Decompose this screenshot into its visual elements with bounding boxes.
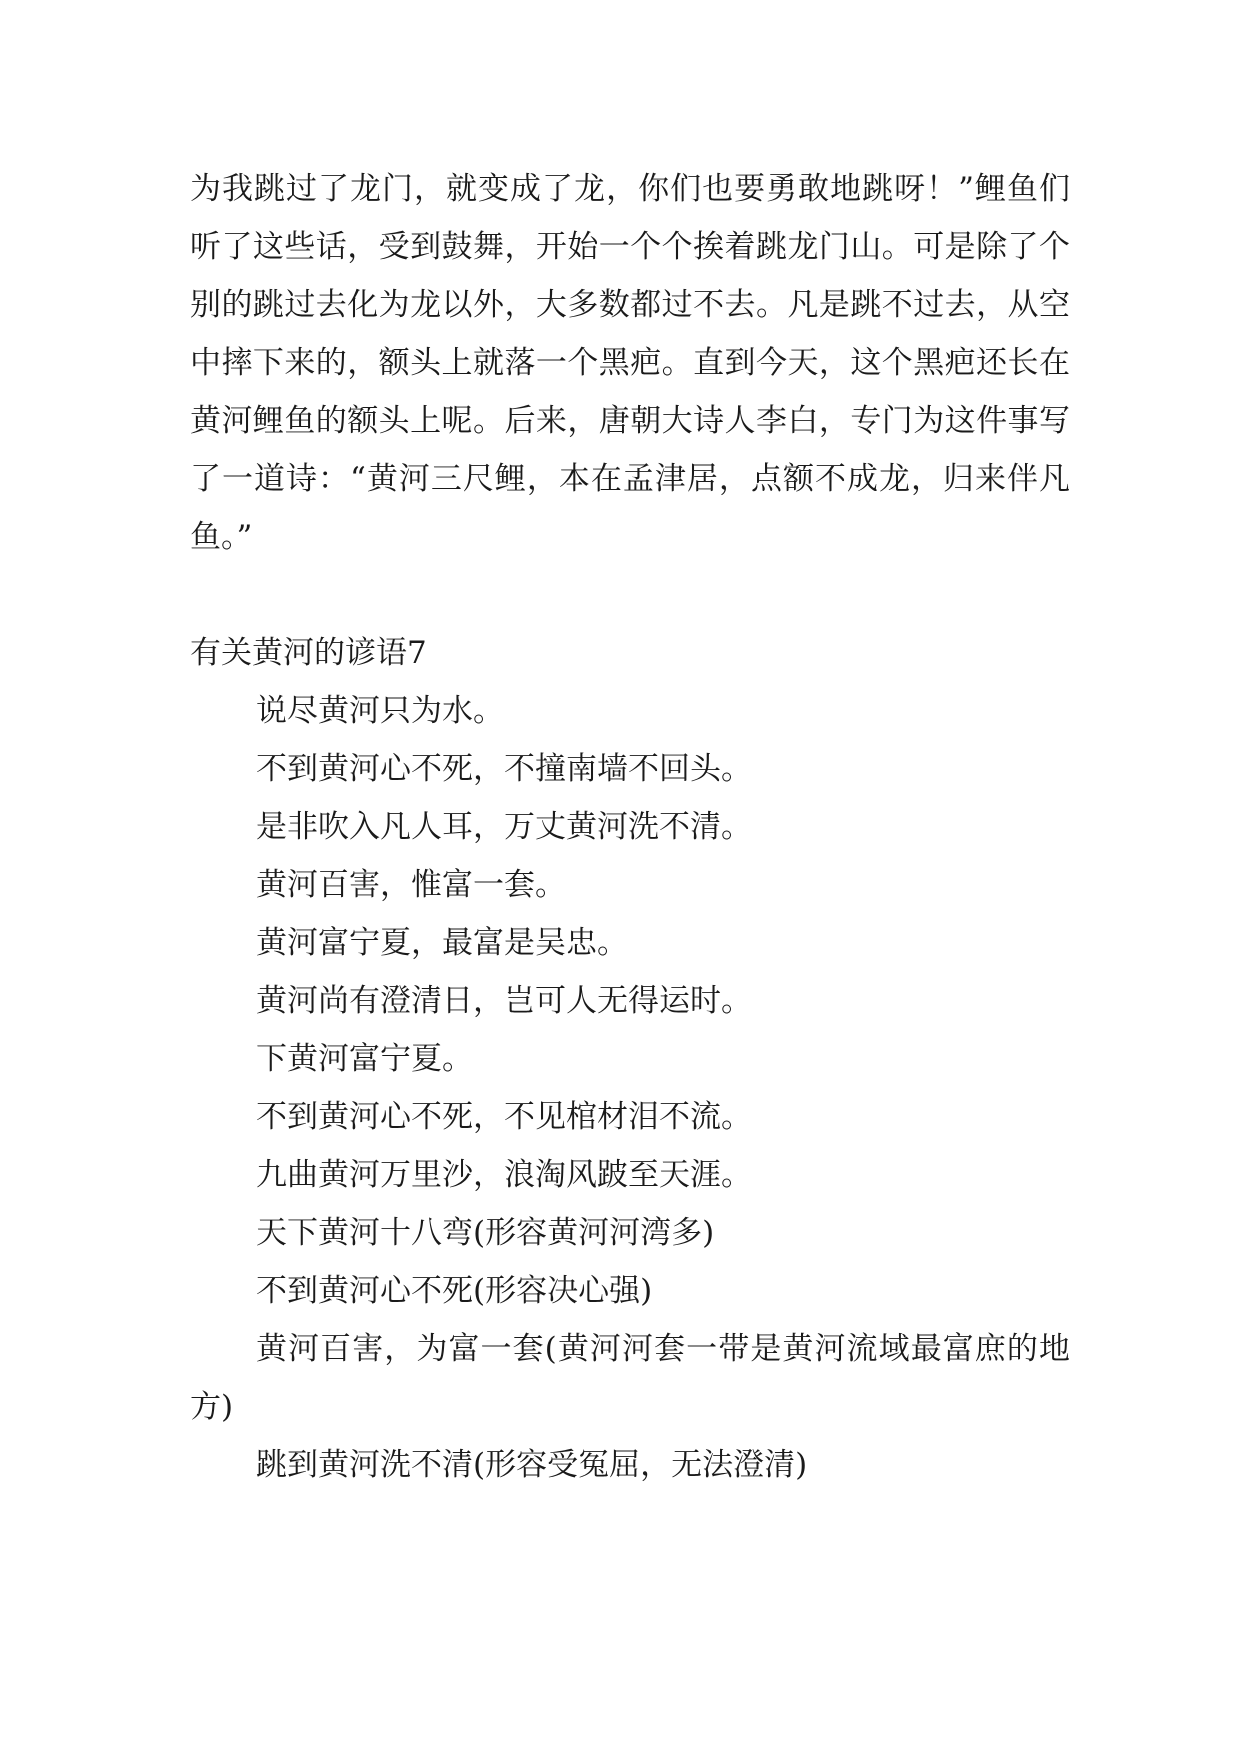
saying-2: 不到黄河心不死，不撞南墙不回头。 xyxy=(256,751,752,787)
saying-8: 不到黄河心不死，不见棺材泪不流。 xyxy=(256,1099,752,1135)
saying-12: 黄河百害，为富一套(黄河河套一带是黄河流域最富庶的地方) xyxy=(190,1331,1070,1425)
document-page xyxy=(190,160,1070,1494)
saying-11: 不到黄河心不死(形容决心强) xyxy=(256,1273,653,1309)
saying-10: 天下黄河十八弯(形容黄河河湾多) xyxy=(256,1215,715,1251)
saying-4: 黄河百害，惟富一套。 xyxy=(256,867,566,903)
saying-13: 跳到黄河洗不清(形容受冤屈，无法澄清) xyxy=(256,1447,808,1483)
saying-1: 说尽黄河只为水。 xyxy=(256,693,504,729)
saying-6: 黄河尚有澄清日，岂可人无得运时。 xyxy=(256,983,752,1019)
section-heading: 有关黄河的谚语7 xyxy=(190,635,427,671)
intro-paragraph: 为我跳过了龙门，就变成了龙，你们也要勇敢地跳呀！”鲤鱼们听了这些话，受到鼓舞，开始一个个挨着跳龙门山。可是除了个别的跳过去化为龙以外，大多数都过不去。凡是跳不过去，从空中摔下来的，额头上就落一个黑疤。直到今天，这个黑疤还长在黄河鲤鱼的额头上呢。后来，唐朝大诗人李白，专门为这件事写了一道诗：“黄河三尺鲤，本在孟津居，点额不成龙，归来伴凡鱼。” xyxy=(190,171,1070,555)
saying-7: 下黄河富宁夏。 xyxy=(256,1041,473,1077)
saying-9: 九曲黄河万里沙，浪淘风跛至天涯。 xyxy=(256,1157,752,1193)
saying-5: 黄河富宁夏，最富是吴忠。 xyxy=(256,925,628,961)
saying-3: 是非吹入凡人耳，万丈黄河洗不清。 xyxy=(256,809,752,845)
